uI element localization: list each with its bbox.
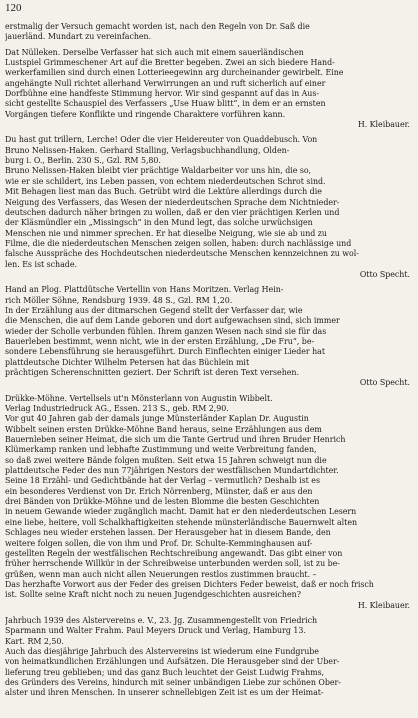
text-line: deutschen dadurch näher bringen zu wollen, daß er den vier prächtigen Kerlen und <box>5 207 340 217</box>
text-line: Bauerleben bestimmt, wenn nicht, wie in der ersten Erzählung, „De Fru“, be- <box>5 336 315 346</box>
text-line: wieder der Scholle verbunden fühlen. Ihrem ganzen Wesen nach sind sie für das <box>5 326 327 336</box>
text-line: die Menschen, die auf dem Lande geboren und dort aufgewachsen sind, sich immer <box>5 316 340 326</box>
reviewer-signature: H. Kleibauer. <box>357 600 410 610</box>
text-line: ist. Sollte seine Kraft nicht noch zu neuen Jugendgeschichten ausreichen? <box>5 590 301 600</box>
text-line: werkerfamilien sind durch einen Lotterieegewinn arg durcheinander gewirbelt. Eine <box>5 68 344 78</box>
text-line: Bauernleben seiner Heimat, die sich um die Tante Gertrud und ihren Bruder Henrich <box>5 435 346 445</box>
text-line: Vorgängen tiefere Konflikte und ringende Charaktere vorführen kann. <box>5 109 286 119</box>
text-line: plattdeutsche Dichter Wilhelm Petersen hat das Büchlein mit <box>5 357 250 367</box>
text-line: wie er sie schildert, ins Leben passen, von echtem niederdeutschen Schrot sind. <box>5 176 326 186</box>
text-line: ein besonderes Verdienst von Dr. Erich Nörrenberg, Münster, daß er aus den <box>5 486 313 496</box>
text-line: der Kläsmündler ein „Missingsch“ in den Mund legt, das solche urwüchsigen <box>5 218 313 228</box>
review-hand-an-plog <box>5 285 410 388</box>
text-line: Hand an Plog. Plattdütsche Vertellin von Hans Moritzen. Verlag Hein- <box>5 285 284 295</box>
text-line: sondere Lebensführung sie herausgeführt. Durch Einflechten einiger Lieder hat <box>5 347 326 357</box>
text-line: Filme, die die niederdeutschen Menschen zeigen sollen, haben: durch nachlässige und <box>5 238 352 248</box>
text-line: Menschen nie und nimmer sprechen. Er hat dieselbe Neigung, wie sie ab und zu <box>5 228 327 238</box>
text-line: Kart. RM 2,50. <box>5 636 64 646</box>
review-alsterverein <box>5 616 410 699</box>
text-line: des Gründers des Vereins, hindurch mit seiner unbändigen Liebe zur schönen Ober- <box>5 677 341 687</box>
text-line: gestellten Regeln der westfälischen Rechtschreibung angewandt. Das gibt einer von <box>5 548 343 558</box>
text-line: Bruno Nelissen-Haken bleibt vier prächtige Waldarbeiter vor uns hin, die so, <box>5 166 312 176</box>
text-line: len. Es ist schade. <box>5 259 77 269</box>
text-line: Das herzhafte Vorwort aus der Feder des greisen Dichters Feder beweist, daß er noch frisch <box>5 579 374 589</box>
text-line: Verlag Industriedruck AG., Essen. 213 S., geb. RM 2,90. <box>5 404 229 414</box>
text-line: lieferung treu geblieben; und das ganz Buch leuchtet der Geist Ludwig Frahms, <box>5 667 325 677</box>
text-line: Auch das diesjährige Jahrbuch des Alstervereins ist wiederum eine Fundgrube <box>5 646 319 656</box>
text-line: rich Möller Söhne, Rendsburg 1939. 48 S., Gzl. RM 1,20. <box>5 295 233 305</box>
text-line: In der Erzählung aus der ditmarschen Gegend stellt der Verfasser dar, wie <box>5 305 303 315</box>
text-line: Drükke-Möhne. Vertellsels ut'n Mönsterlann von Augustin Wibbelt. <box>5 393 273 403</box>
text-line: Dorfbühne eine handfeste Stimmung hervor. Wir sind gespannt auf das in Aus- <box>5 89 320 99</box>
text-line: von heimatkundlichen Erzählungen und Aufsätzen. Die Herausgeber sind der Über- <box>5 657 340 667</box>
text-line: eine liebe, heitere, voll Schalkhaftigkeiten stehende münsterländische Bauernwelt alten <box>5 517 358 527</box>
text-line: falsche Ausspräche des Hochdeutschen niederdeutsche Menschen kennzeichnen zu wol- <box>5 249 359 259</box>
text-line: Schlages neu wieder erstehen lassen. Der Herausgeber hat in diesem Bande, den <box>5 528 331 538</box>
text-line: jauerländ. Mundart zu vereinfachen. <box>5 32 152 42</box>
text-line: Bruno Nelissen-Haken. Gerhard Stalling, Verlagsbuchhandlung, Olden- <box>5 145 290 155</box>
text-line: weitere folgen sollen, die von ihm und Prof. Dr. Schulte-Kemminghausen auf- <box>5 538 313 548</box>
text-line: Sparmann und Walter Frahm. Paul Meyers Druck und Verlag, Hamburg 13. <box>5 626 306 636</box>
document-body <box>5 22 410 699</box>
text-line: in neuem Gewande wieder zugänglich macht. Damit hat er den niederdeutschen Lesern <box>5 507 357 517</box>
text-line: früher herrschende Willkür in der Schreibweise unterbunden werden soll, ist zu be- <box>5 559 340 569</box>
text-line: Vor gut 40 Jahren gab der damals junge Münsterländer Kaplan Dr. Augustin <box>5 414 309 424</box>
text-line: so daß zwei weitere Bände folgen mußten. Seit etwa 15 Jahren schweigt nun die <box>5 455 327 465</box>
text-line: Lustspiel Grimmeschener Art auf die Bretter begeben. Zwei an sich biedere Hand- <box>5 58 335 68</box>
intro-paragraph <box>5 22 410 43</box>
text-line: prächtigen Scherenschnitten geziert. Der Schrift ist deren Text versehen. <box>5 368 299 377</box>
text-line: Seine 18 Erzähl- und Gedichtbände hat der Verlag – vermutlich? Deshalb ist es <box>5 476 320 486</box>
text-line: Jahrbuch 1939 des Alstervereins e. V., 23. Jg. Zusammengestellt von Friedrich <box>5 615 318 625</box>
text-line: Dat Nülleken. Derselbe Verfasser hat sich auch mit einem sauerländischen <box>5 47 304 57</box>
text-line: drei Bänden von Drükke-Möhne und de lesten Blomme die besten Geschichten <box>5 497 320 507</box>
reviewer-signature: Otto Specht. <box>359 378 410 388</box>
text-line: Mit Behagen liest man das Buch. Getrübt wird die Lektüre allerdings durch die <box>5 187 322 197</box>
text-line: plattdeutsche Feder des nun 77jährigen Nestors der westfälischen Mundartdichter. <box>5 466 339 476</box>
text-line: alster und ihren Menschen. In unserer schnellebigen Zeit ist es um der Heimat- <box>5 688 324 698</box>
review-lerche <box>5 135 410 280</box>
reviewer-signature: Otto Specht. <box>359 269 410 279</box>
text-line: grüßen, wenn man auch nicht allen Neuerungen restlos zustimmen braucht. – <box>5 569 317 579</box>
text-line: Wibbelt seinen ersten Drükke-Möhne Band heraus, seine Erzählungen aus dem <box>5 424 322 434</box>
reviewer-signature: H. Kleibauer. <box>357 120 410 130</box>
text-line: Klümerkamp ranken und lebhafte Zustimmung und weite Verbreitung fanden, <box>5 445 317 455</box>
text-line: Du hast gut trillern, Lerche! Oder die vier Heidereuter von Quaddebusch. Von <box>5 135 318 145</box>
page-number: 120 <box>5 2 22 14</box>
text-line: angehängte Null richtet allerhand Verwirrungen an und ruft sicherlich auf einer <box>5 78 326 88</box>
text-line: erstmalig der Versuch gemacht worden ist, nach den Regeln von Dr. Saß die <box>5 22 310 31</box>
text-line: burg i. O., Berlin. 230 S., Gzl. RM 5,80. <box>5 156 161 166</box>
review-druekke-moehne <box>5 394 410 611</box>
review-dat-nuelleken <box>5 48 410 131</box>
text-line: Neigung des Verfassers, das Wesen der niederdeutschen Sprache dem Nichtnieder- <box>5 197 340 207</box>
text-line: sicht gestellte Schauspiel des Verfassers „Use Huaw blitt“, in dem er an ernsten <box>5 99 326 109</box>
